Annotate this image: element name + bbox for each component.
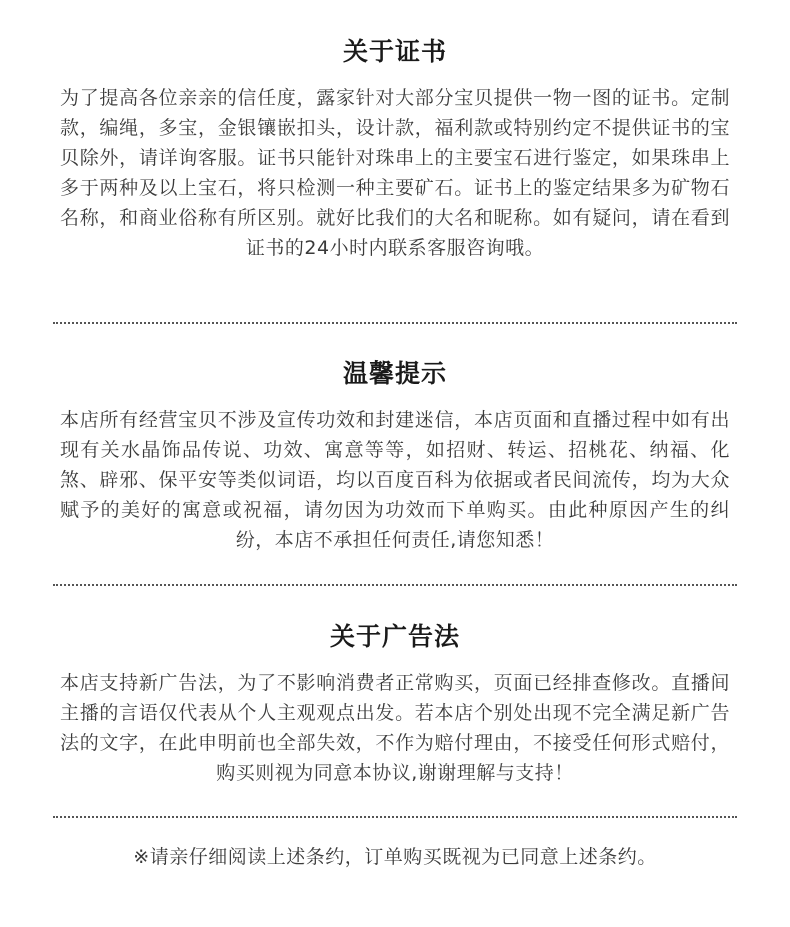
ad-law-text: 本店支持新广告法，为了不影响消费者正常购买，页面已经排查修改。直播间主播的言语仅代表从个人主观观点出发。若本店个别处出现不完全满足新广告法的文字，在此申明前也全部失效，不作为赔付理由，不接受任何形式赔付，购买则视为同意本协议,谢谢理解与支持！ [60,672,730,784]
footer-note: ※请亲仔细阅读上述条约，订单购买既视为已同意上述条约。 [133,846,657,868]
notice-title: 温馨提示 [342,359,447,388]
section-divider [53,322,737,324]
notice-section [60,357,730,555]
ad-law-section [60,620,730,788]
section-divider [53,584,737,586]
certificate-section [60,35,730,263]
certificate-title: 关于证书 [342,37,447,66]
certificate-text: 为了提高各位亲亲的信任度，露家针对大部分宝贝提供一物一图的证书。定制款，编绳，多宝，金银镶嵌扣头，设计款，福利款或特别约定不提供证书的宝贝除外，请详询客服。证书只能针对珠串上的主要宝石进行鉴定，如果珠串上多于两种及以上宝石，将只检测一种主要矿石。证书上的鉴定结果多为矿物石名称，和商业俗称有所区别。就好比我们的大名和昵称。如有疑问，请在看到证书的24小时内联系客服咨询哦。 [60,87,730,259]
section-divider [53,816,737,818]
notice-text: 本店所有经营宝贝不涉及宣传功效和封建迷信，本店页面和直播过程中如有出现有关水晶饰品传说、功效、寓意等等，如招财、转运、招桃花、纳福、化煞、辟邪、保平安等类似词语，均以百度百科为依据或者民间流传，均为大众赋予的美好的寓意或祝福，请勿因为功效而下单购买。由此种原因产生的纠纷，本店不承担任何责任,请您知悉！ [60,409,730,551]
ad-law-title: 关于广告法 [329,622,460,651]
